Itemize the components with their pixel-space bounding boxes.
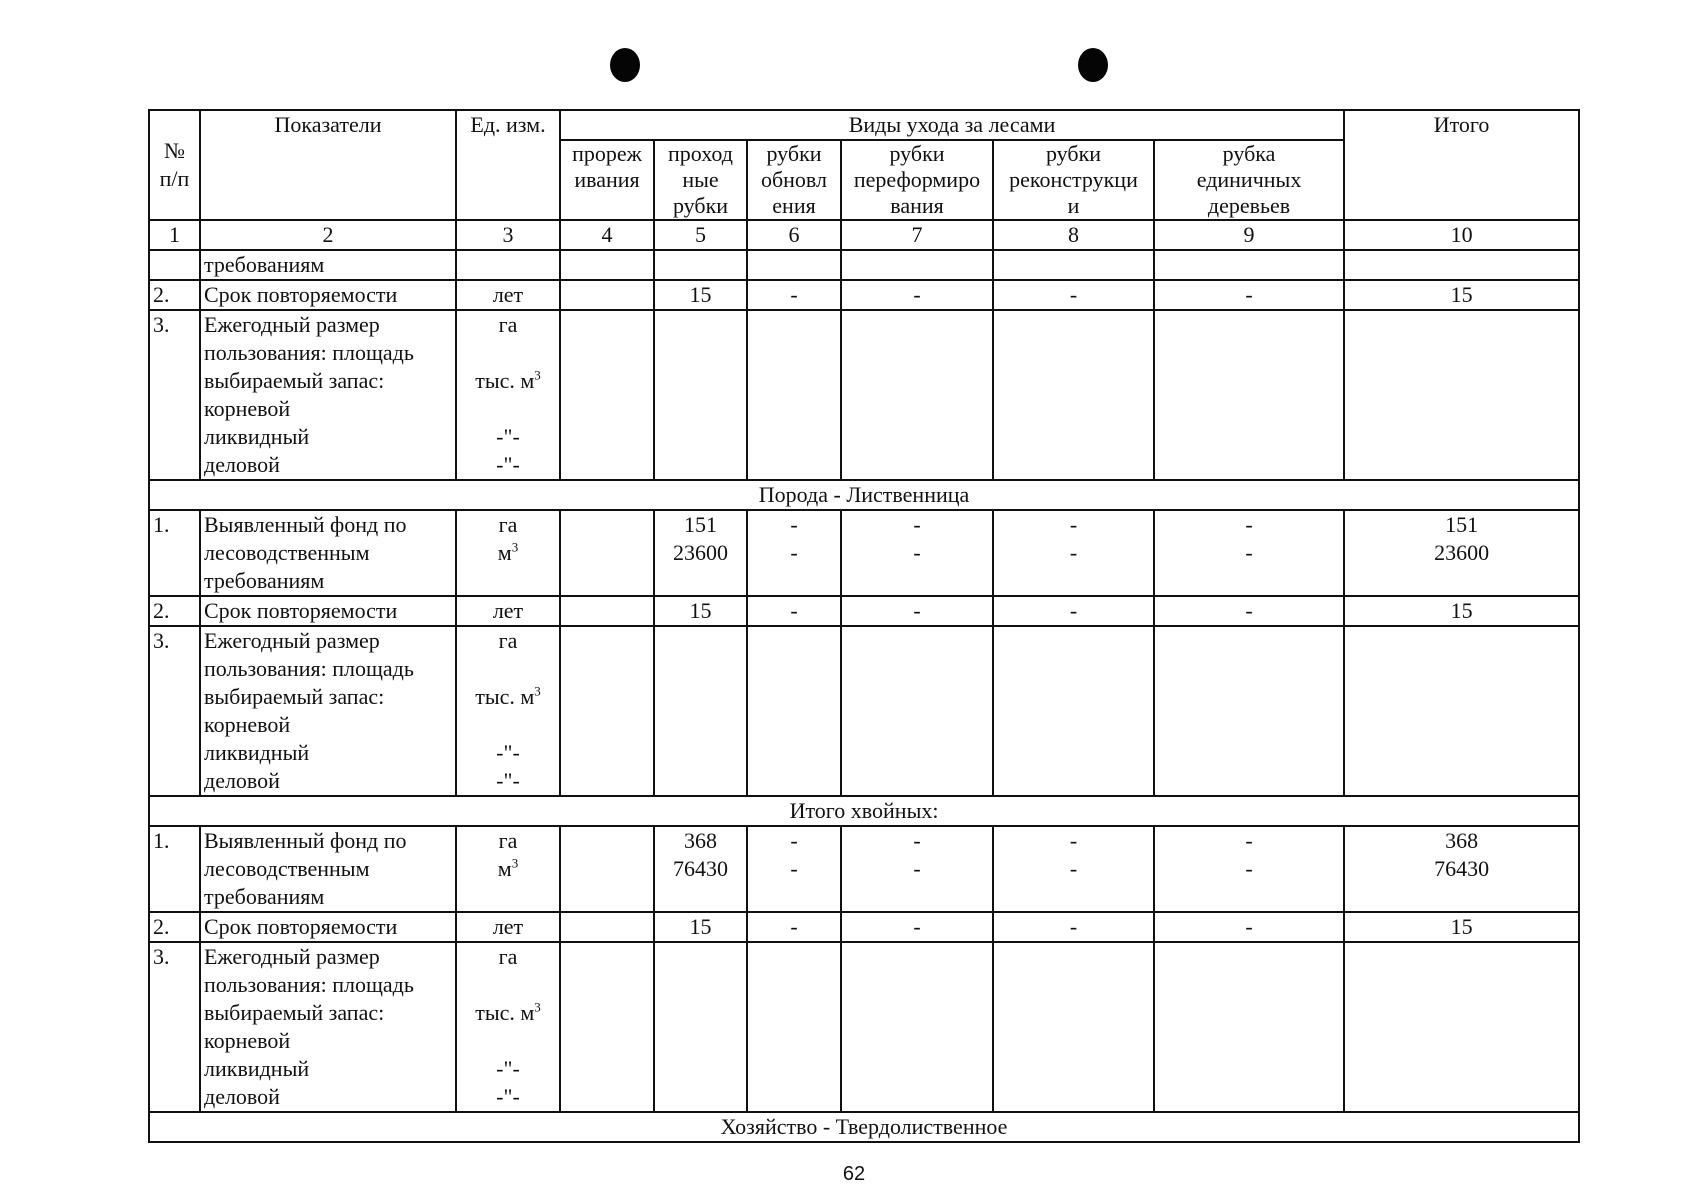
- unit-text: га тыс. м: [475, 944, 535, 1025]
- value-cell: -: [747, 912, 841, 942]
- row-number: 1.: [149, 510, 200, 596]
- row-unit: [456, 942, 560, 1112]
- row-number: 3.: [149, 942, 200, 1112]
- row-number: 3.: [149, 626, 200, 796]
- section-title: Хозяйство - Твердолиственное: [149, 1112, 1579, 1142]
- column-number: 2: [200, 220, 456, 250]
- value-cell: -: [1154, 596, 1344, 626]
- column-number: 9: [1154, 220, 1344, 250]
- row-label: Ежегодный размер пользования: площадь выбираемый запас: корневой ликвидный деловой: [200, 310, 456, 480]
- annual-usage-row: [149, 310, 1579, 480]
- unit-superscript: 3: [534, 367, 541, 383]
- col-num-header: № п/п: [149, 110, 200, 220]
- col-total-header: Итого: [1344, 110, 1579, 220]
- column-number: 6: [747, 220, 841, 250]
- column-number: 10: [1344, 220, 1579, 250]
- total-cell: 15: [1344, 280, 1579, 310]
- carried-over-text: требованиям: [200, 250, 456, 280]
- care-types-group-header: Виды ухода за лесами: [560, 110, 1344, 140]
- value-cell: - -: [747, 826, 841, 912]
- row-label: Выявленный фонд по лесоводственным требованиям: [200, 510, 456, 596]
- value-cell: - -: [993, 510, 1154, 596]
- fund-row: [149, 510, 1579, 596]
- unit-text: га: [498, 512, 518, 537]
- value-cell: [560, 912, 654, 942]
- value-cell: - -: [1154, 826, 1344, 912]
- row-unit: [456, 626, 560, 796]
- value-cell: [560, 280, 654, 310]
- row-label: Ежегодный размер пользования: площадь выбираемый запас: корневой ликвидный деловой: [200, 626, 456, 796]
- value-cell: 151 23600: [654, 510, 747, 596]
- col-indicators-header: Показатели: [200, 110, 456, 220]
- col-unit-header: Ед. изм.: [456, 110, 560, 220]
- section-row: [149, 1112, 1579, 1142]
- row-unit: [456, 826, 560, 912]
- value-cell: -: [841, 912, 993, 942]
- row-number: 2.: [149, 280, 200, 310]
- unit-text: -"- -"-: [496, 740, 520, 793]
- column-number: 5: [654, 220, 747, 250]
- annual-usage-row: [149, 942, 1579, 1112]
- row-label: Срок повторяемости: [200, 596, 456, 626]
- row-label: Срок повторяемости: [200, 280, 456, 310]
- repeat-period-row: [149, 596, 1579, 626]
- value-cell: -: [747, 280, 841, 310]
- row-label: Ежегодный размер пользования: площадь выбираемый запас: корневой ликвидный деловой: [200, 942, 456, 1112]
- row-number: 2.: [149, 596, 200, 626]
- section-title: Порода - Лиственница: [149, 480, 1579, 510]
- value-cell: -: [993, 280, 1154, 310]
- col-type-header: рубки реконструкци и: [993, 140, 1154, 220]
- total-cell: 151 23600: [1344, 510, 1579, 596]
- row-number: 1.: [149, 826, 200, 912]
- unit-text: м: [497, 540, 512, 565]
- value-cell: -: [841, 596, 993, 626]
- value-cell: - -: [993, 826, 1154, 912]
- value-cell: 15: [654, 912, 747, 942]
- value-cell: - -: [841, 826, 993, 912]
- column-number: 1: [149, 220, 200, 250]
- total-cell: 368 76430: [1344, 826, 1579, 912]
- value-cell: -: [993, 596, 1154, 626]
- value-cell: 368 76430: [654, 826, 747, 912]
- column-number: 3: [456, 220, 560, 250]
- row-unit: лет: [456, 912, 560, 942]
- section-row: [149, 480, 1579, 510]
- annual-usage-row: [149, 626, 1579, 796]
- col-type-header: рубки обновл ения: [747, 140, 841, 220]
- unit-text: га: [498, 828, 518, 853]
- forest-care-table: [148, 109, 1580, 1143]
- unit-superscript: 3: [511, 539, 519, 555]
- value-cell: [560, 826, 654, 912]
- value-cell: [560, 510, 654, 596]
- unit-text: га тыс. м: [475, 628, 535, 709]
- section-title: Итого хвойных:: [149, 796, 1579, 826]
- unit-text: га тыс. м: [475, 312, 535, 393]
- row-unit: лет: [456, 596, 560, 626]
- column-number: 4: [560, 220, 654, 250]
- row-label: Выявленный фонд по лесоводственным требованиям: [200, 826, 456, 912]
- col-type-header: рубки переформиро вания: [841, 140, 993, 220]
- total-cell: 15: [1344, 596, 1579, 626]
- col-type-header: прореж ивания: [560, 140, 654, 220]
- row-number: 3.: [149, 310, 200, 480]
- value-cell: -: [1154, 912, 1344, 942]
- repeat-period-row: [149, 912, 1579, 942]
- header-row-1: [149, 110, 1579, 140]
- value-cell: -: [841, 280, 993, 310]
- value-cell: [560, 596, 654, 626]
- unit-text: м: [497, 856, 512, 881]
- row-unit: [456, 310, 560, 480]
- unit-text: -"- -"-: [496, 1056, 520, 1109]
- value-cell: -: [993, 912, 1154, 942]
- col-type-header: проход ные рубки: [654, 140, 747, 220]
- row-label: Срок повторяемости: [200, 912, 456, 942]
- column-number: 8: [993, 220, 1154, 250]
- column-number-row: [149, 220, 1579, 250]
- value-cell: 15: [654, 596, 747, 626]
- row-unit: лет: [456, 280, 560, 310]
- table-row: [149, 250, 1579, 280]
- row-number: 2.: [149, 912, 200, 942]
- unit-superscript: 3: [511, 855, 519, 871]
- punch-hole-left: [610, 48, 640, 82]
- unit-superscript: 3: [534, 683, 541, 699]
- value-cell: - -: [841, 510, 993, 596]
- column-number: 7: [841, 220, 993, 250]
- row-unit: [456, 510, 560, 596]
- value-cell: - -: [747, 510, 841, 596]
- value-cell: 15: [654, 280, 747, 310]
- value-cell: -: [747, 596, 841, 626]
- unit-superscript: 3: [534, 999, 541, 1015]
- unit-text: -"- -"-: [496, 424, 520, 477]
- repeat-period-row: [149, 280, 1579, 310]
- value-cell: -: [1154, 280, 1344, 310]
- col-type-header: рубка единичных деревьев: [1154, 140, 1344, 220]
- page-number: 62: [842, 1163, 866, 1185]
- section-row: [149, 796, 1579, 826]
- punch-hole-right: [1078, 48, 1108, 82]
- total-cell: 15: [1344, 912, 1579, 942]
- fund-row: [149, 826, 1579, 912]
- value-cell: - -: [1154, 510, 1344, 596]
